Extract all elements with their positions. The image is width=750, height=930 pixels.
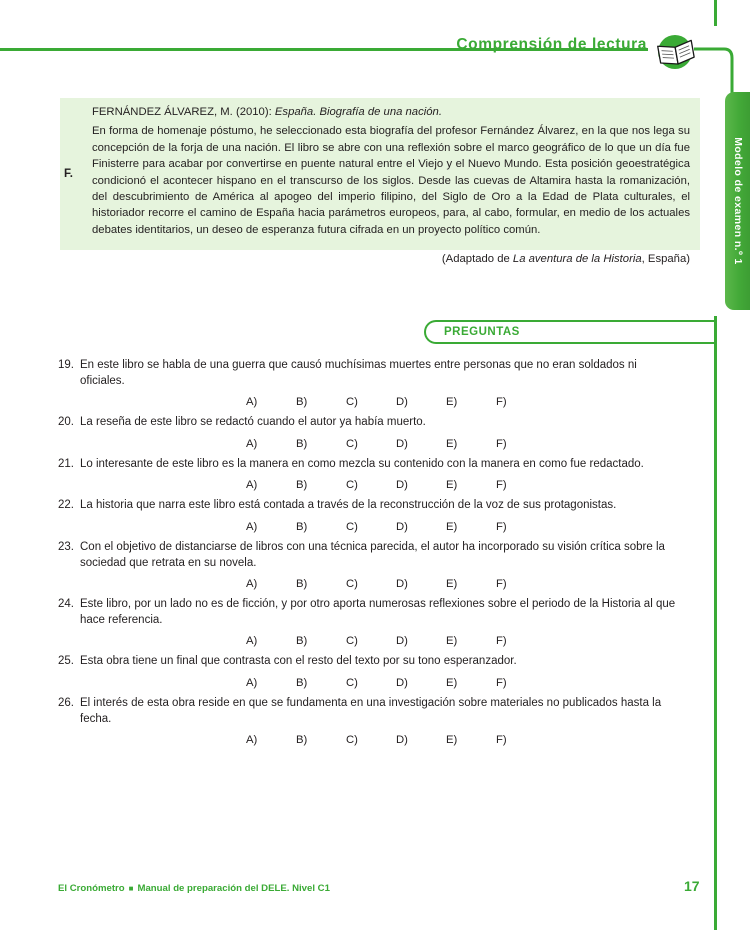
answer-option[interactable]: F) xyxy=(496,676,507,689)
answer-option[interactable]: A) xyxy=(246,676,258,689)
answer-option[interactable]: E) xyxy=(446,437,458,450)
question-number: 20. xyxy=(58,416,74,429)
footer-separator-icon: ■ xyxy=(128,883,134,893)
answer-options-row xyxy=(58,438,683,450)
question-row xyxy=(58,540,683,571)
answer-option[interactable]: B) xyxy=(296,437,308,450)
answer-option[interactable]: D) xyxy=(396,734,408,747)
answer-option[interactable]: C) xyxy=(346,676,358,689)
answer-option[interactable]: A) xyxy=(246,635,258,648)
answer-option[interactable]: C) xyxy=(346,520,358,533)
question-text: Lo interesante de este libro es la manera en como mezcla su contenido con la manera en como fue redactado. xyxy=(80,457,644,470)
question-row xyxy=(58,358,683,389)
question-item xyxy=(58,457,683,492)
answer-option[interactable]: C) xyxy=(346,479,358,492)
answer-option[interactable]: F) xyxy=(496,635,507,648)
reading-passage-text xyxy=(92,104,690,238)
question-row xyxy=(58,457,683,473)
answer-option[interactable]: B) xyxy=(296,396,308,409)
attribution-source: La aventura de la Historia xyxy=(512,253,642,265)
answer-option[interactable]: A) xyxy=(246,437,258,450)
preguntas-banner xyxy=(424,320,716,344)
answer-options-row xyxy=(58,734,683,746)
attribution-suffix: , España) xyxy=(641,253,690,265)
question-item xyxy=(58,498,683,533)
passage-reference-author: FERNÁNDEZ ÁLVAREZ, M. (2010): xyxy=(92,106,275,118)
question-item xyxy=(58,696,683,746)
question-row xyxy=(58,415,683,431)
answer-option[interactable]: F) xyxy=(496,396,507,409)
question-text: El interés de esta obra reside en que se fundamenta en una investigación sobre materiales no publicados hasta la fecha. xyxy=(80,696,662,725)
question-item xyxy=(58,597,683,647)
question-text: La historia que narra este libro está contada a través de la reconstrucción de la voz de sus protagonistas. xyxy=(80,499,617,512)
right-margin-rule xyxy=(714,316,717,930)
question-item xyxy=(58,358,683,408)
section-tab-modelo-examen[interactable] xyxy=(725,92,750,310)
question-row xyxy=(58,498,683,514)
question-text: La reseña de este libro se redactó cuando el autor ya había muerto. xyxy=(80,416,426,429)
footer-subtitle: Manual de preparación del DELE. Nivel C1 xyxy=(137,883,330,894)
footer-title: El Cronómetro xyxy=(58,883,125,894)
questions-list xyxy=(58,358,683,753)
page-number: 17 xyxy=(684,878,700,894)
answer-option[interactable]: F) xyxy=(496,520,507,533)
answer-option[interactable]: B) xyxy=(296,676,308,689)
passage-reference-title: España. Biografía de una nación. xyxy=(274,106,442,118)
answer-option[interactable]: A) xyxy=(246,479,258,492)
question-text: Este libro, por un lado no es de ficción, y por otro aporta numerosas reflexiones sobre el periodo de la Historia al que hace referencia. xyxy=(80,598,676,626)
answer-options-row xyxy=(58,479,683,491)
answer-option[interactable]: E) xyxy=(446,635,458,648)
answer-option[interactable]: F) xyxy=(496,479,507,492)
answer-option[interactable]: D) xyxy=(396,676,408,689)
question-text: Con el objetivo de distanciarse de libros con una técnica parecida, el autor ha incorporado su visión crítica sobre la sociedad que retrata en su novela. xyxy=(80,540,665,569)
question-row xyxy=(58,597,683,628)
question-number: 19. xyxy=(58,359,74,371)
answer-option[interactable]: C) xyxy=(346,578,358,591)
answer-option[interactable]: E) xyxy=(446,396,458,409)
answer-option[interactable]: F) xyxy=(496,578,507,591)
answer-option[interactable]: C) xyxy=(346,635,358,648)
answer-option[interactable]: A) xyxy=(246,734,258,747)
answer-option[interactable]: B) xyxy=(296,578,308,591)
right-margin-rule-top xyxy=(714,0,717,26)
answer-option[interactable]: E) xyxy=(446,734,458,747)
answer-option[interactable]: C) xyxy=(346,437,358,450)
question-item xyxy=(58,654,683,689)
answer-option[interactable]: F) xyxy=(496,734,507,747)
question-number: 23. xyxy=(58,540,74,553)
question-number: 22. xyxy=(58,499,74,512)
answer-option[interactable]: D) xyxy=(396,396,408,409)
answer-option[interactable]: B) xyxy=(296,479,308,492)
answer-option[interactable]: A) xyxy=(246,578,258,591)
passage-reference xyxy=(92,104,690,120)
question-item xyxy=(58,415,683,450)
answer-option[interactable]: B) xyxy=(296,635,308,648)
attribution-prefix: (Adaptado de xyxy=(441,253,513,265)
preguntas-banner-label: PREGUNTAS xyxy=(444,326,520,338)
page-title: Comprensión de lectura xyxy=(456,36,647,53)
answer-options-row xyxy=(58,396,683,408)
answer-option[interactable]: D) xyxy=(396,578,408,591)
answer-option[interactable]: C) xyxy=(346,734,358,747)
answer-option[interactable]: D) xyxy=(396,437,408,450)
question-text: En este libro se habla de una guerra que causó muchísimas muertes entre personas que no eran soldados ni oficiales. xyxy=(80,359,637,387)
question-item xyxy=(58,540,683,590)
answer-option[interactable]: D) xyxy=(396,635,408,648)
question-number: 21. xyxy=(58,457,74,470)
answer-option[interactable]: D) xyxy=(396,520,408,533)
answer-option[interactable]: B) xyxy=(296,520,308,533)
passage-item-letter: F. xyxy=(64,168,73,180)
answer-options-row xyxy=(58,635,683,647)
section-tab-label: Modelo de examen n.º 1 xyxy=(732,137,744,265)
footer-caption xyxy=(58,883,330,894)
answer-option[interactable]: E) xyxy=(446,676,458,689)
answer-option[interactable]: E) xyxy=(446,520,458,533)
answer-options-row xyxy=(58,578,683,590)
answer-options-row xyxy=(58,677,683,689)
question-row xyxy=(58,654,683,670)
answer-options-row xyxy=(58,521,683,533)
answer-option[interactable]: B) xyxy=(296,734,308,747)
question-number: 26. xyxy=(58,696,74,709)
question-number: 25. xyxy=(58,655,74,668)
passage-body: En forma de homenaje póstumo, he seleccionado esta biografía del profesor Fernández Álvarez, en la que nos lega su concepción de la forja de una nación. El libro se abre con una reflexión sobre el marco geográfico de lo que un día fue Finisterre para acabar por convertirse en puente natural entre el Viejo y el Nuevo Mundo. Esta posición geoestratégica condicionó el acontecer hispano en el transcurso de los siglos. Desde las cuevas de Altamira hasta la romanización, del descubrimiento de América al apogeo del imperio filipino, del Siglo de Oro a la Edad de Plata culturales, el historiador recorre el camino de España hacia parámetros europeos, para, al cabo, formular, en medio de los actuales debates identitarios, un deseo de esperanza futura cifrada en un proyecto político común. xyxy=(92,125,690,236)
answer-option[interactable]: C) xyxy=(346,396,358,409)
answer-option[interactable]: A) xyxy=(246,520,258,533)
answer-option[interactable]: E) xyxy=(446,479,458,492)
answer-option[interactable]: E) xyxy=(446,578,458,591)
question-text: Esta obra tiene un final que contrasta con el resto del texto por su tono esperanzador. xyxy=(80,655,517,668)
passage-attribution xyxy=(300,253,690,265)
answer-option[interactable]: A) xyxy=(246,396,258,409)
question-row xyxy=(58,696,683,727)
answer-option[interactable]: D) xyxy=(396,479,408,492)
question-number: 24. xyxy=(58,598,74,611)
answer-option[interactable]: F) xyxy=(496,437,507,450)
